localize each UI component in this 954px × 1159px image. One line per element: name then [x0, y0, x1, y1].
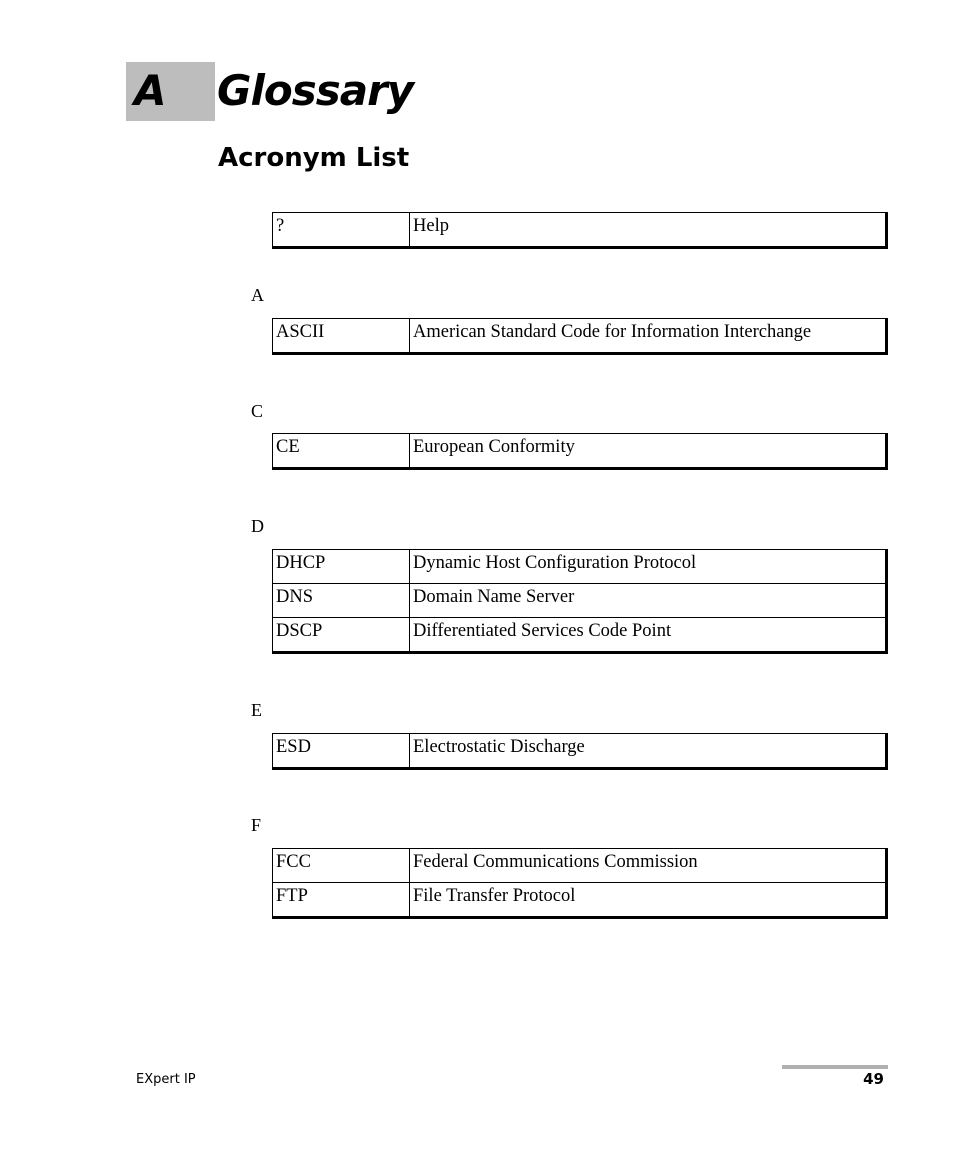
definition-cell: Dynamic Host Configuration Protocol [410, 550, 887, 584]
definition-cell: Domain Name Server [410, 584, 887, 618]
acronym-table-d [272, 549, 888, 654]
group-letter-a: A [251, 285, 264, 305]
section-title: Acronym List [218, 143, 410, 173]
chapter-letter: A [134, 66, 167, 115]
table-row [273, 213, 887, 248]
group-letter-d: D [251, 516, 264, 536]
table-row [273, 550, 887, 584]
acronym-table-f [272, 848, 888, 919]
definition-cell: Federal Communications Commission [410, 849, 887, 883]
acronym-cell: DNS [273, 584, 410, 618]
acronym-cell: FTP [273, 883, 410, 918]
page-number: 49 [863, 1070, 884, 1088]
acronym-cell: FCC [273, 849, 410, 883]
definition-cell: American Standard Code for Information Interchange [413, 322, 812, 342]
acronym-cell: DSCP [273, 618, 410, 653]
acronym-cell: ESD [273, 734, 410, 769]
definition-cell: File Transfer Protocol [413, 886, 576, 906]
chapter-title: Glossary [217, 66, 414, 115]
acronym-cell: CE [273, 434, 410, 469]
table-row [273, 618, 887, 653]
table-row [273, 584, 887, 618]
acronym-table-symbols [272, 212, 888, 249]
acronym-table-c [272, 433, 888, 470]
definition-cell: Help [413, 216, 449, 236]
acronym-cell: ASCII [273, 319, 410, 354]
definition-cell: European Conformity [413, 437, 575, 457]
acronym-cell: DHCP [273, 550, 410, 584]
acronym-table-a [272, 318, 888, 355]
group-letter-f: F [251, 815, 262, 835]
acronym-table-e [272, 733, 888, 770]
group-letter-c: C [251, 401, 264, 421]
table-row [273, 883, 887, 918]
table-row [273, 434, 887, 469]
table-row [273, 319, 887, 354]
table-row [273, 734, 887, 769]
definition-cell: Differentiated Services Code Point [413, 621, 672, 641]
definition-cell: Electrostatic Discharge [413, 737, 585, 757]
group-letter-e: E [251, 700, 262, 720]
footer-product-name: EXpert IP [136, 1072, 196, 1087]
table-row [273, 849, 887, 883]
acronym-cell: ? [273, 213, 410, 248]
